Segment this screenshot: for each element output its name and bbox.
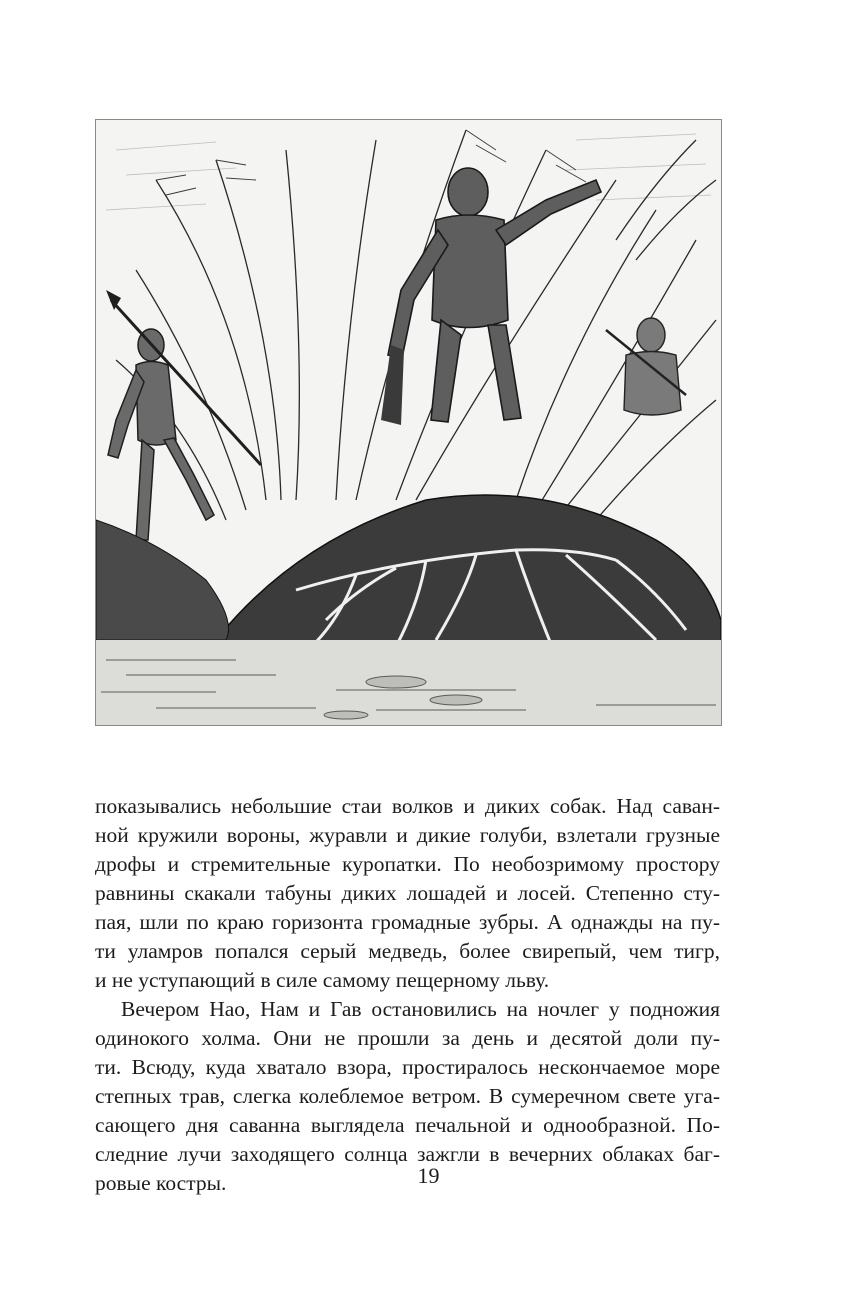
text-line: дрофы и стремительные куропатки. По необозримому простору [95, 852, 720, 876]
page-number: 19 [417, 1163, 440, 1188]
text-line: и не уступающий в силе самому пещерному льву. [95, 968, 550, 992]
engraving-image [96, 120, 721, 725]
text-line: ти. Всюду, куда хватало взора, простиралось нескончаемое море [95, 1055, 720, 1079]
text-line: сающего дня саванна выглядела печальной и однообразной. По- [95, 1113, 720, 1137]
text-line: равнины скакали табуны диких лошадей и лосей. Степенно сту- [95, 881, 720, 905]
text-line: степных трав, слегка колеблемое ветром. В сумеречном свете уга- [95, 1084, 720, 1108]
text-line: показывались небольшие стаи волков и диких собак. Над саван- [95, 794, 720, 818]
text-line: следние лучи заходящего солнца зажгли в вечерних облаках баг- [95, 1142, 720, 1166]
text-line: ровые костры. [95, 1171, 227, 1195]
paragraph-1 [95, 792, 720, 995]
illustration [95, 119, 722, 726]
text-line: ной кружили вороны, журавли и дикие голуби, взлетали грузные [95, 823, 720, 847]
text-line: одинокого холма. Они не прошли за день и десятой доли пу- [95, 1026, 720, 1050]
body-text [95, 792, 720, 1198]
text-line: пая, шли по краю горизонта громадные зубры. А однажды на пу- [95, 910, 720, 934]
text-line: ти уламров попался серый медведь, более свирепый, чем тигр, [95, 939, 720, 963]
text-line: Вечером Нао, Нам и Гав остановились на ночлег у подножия [121, 997, 720, 1021]
